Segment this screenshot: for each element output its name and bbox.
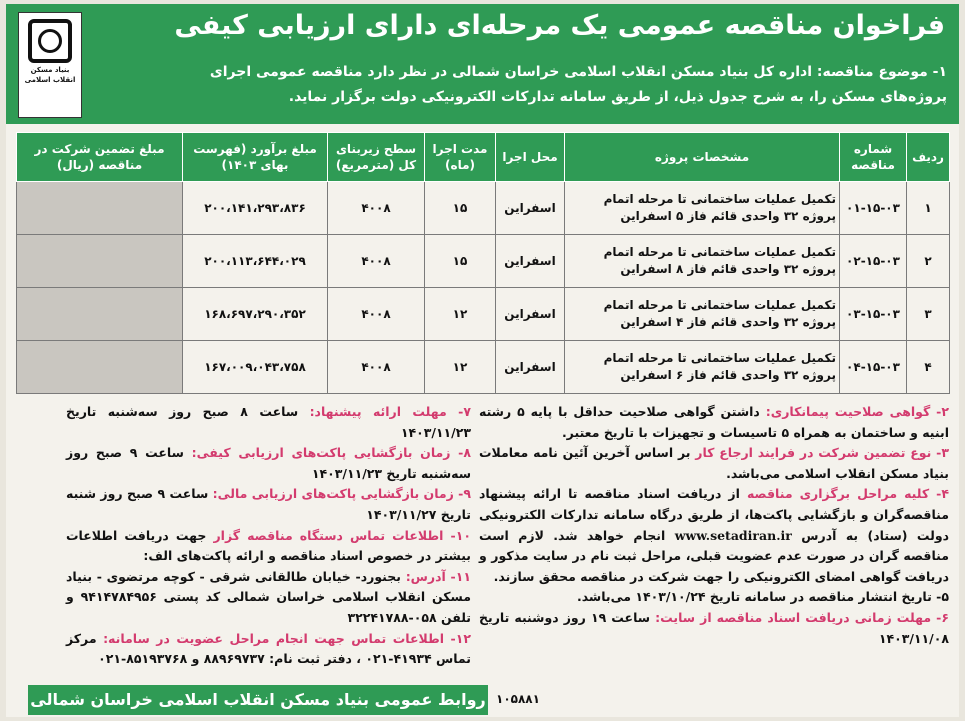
cell-duration: ۱۵ bbox=[425, 235, 496, 288]
cell-location: اسفراین bbox=[496, 288, 565, 341]
section-12 bbox=[66, 629, 471, 670]
section-3-label: ۳- نوع تضمین شرکت در فرایند ارجاع کار bbox=[695, 445, 949, 461]
cell-tender-number: ۰۱-۱۵-۰۳ bbox=[840, 182, 907, 235]
table-row bbox=[17, 341, 950, 394]
cell-guarantee bbox=[17, 235, 183, 288]
public-relations-footer: روابط عمومی بنیاد مسکن انقلاب اسلامی خراسان شمالی bbox=[28, 685, 488, 715]
cell-tender-number: ۰۲-۱۵-۰۳ bbox=[840, 235, 907, 288]
cell-area: ۴۰۰۸ bbox=[328, 288, 425, 341]
section-2-label: ۲- گواهی صلاحیت پیمانکاری: bbox=[765, 404, 949, 419]
col-row-number: ردیف bbox=[907, 133, 950, 182]
col-location: محل اجرا bbox=[496, 133, 565, 182]
table-row bbox=[17, 235, 950, 288]
cell-location: اسفراین bbox=[496, 341, 565, 394]
col-guarantee: مبلغ تضمین شرکت در مناقصه (ریال) bbox=[17, 133, 183, 182]
cell-guarantee bbox=[17, 341, 183, 394]
section-9 bbox=[66, 484, 471, 525]
cell-location: اسفراین bbox=[496, 182, 565, 235]
right-text-column bbox=[479, 402, 949, 649]
cell-project-specs: تکمیل عملیات ساختمانی تا مرحله اتمام پروژه ۳۲ واحدی قائم فاز ۴ اسفراین bbox=[565, 288, 840, 341]
cell-estimate: ۲۰۰،۱۴۱،۲۹۳،۸۳۶ bbox=[183, 182, 328, 235]
cell-duration: ۱۵ bbox=[425, 182, 496, 235]
table-row bbox=[17, 182, 950, 235]
intro-paragraph: ۱- موضوع مناقصه: اداره کل بنیاد مسکن انقلاب اسلامی خراسان شمالی در نظر دارد مناقصه عمومی اجرای پروژه‌های مسکن را، به شرح جدول ذیل، از طریق سامانه تدارکات الکترونیکی دولت برگزار نماید. bbox=[209, 64, 947, 105]
col-project-specs: مشخصات پروژه bbox=[565, 133, 840, 182]
cell-area: ۴۰۰۸ bbox=[328, 341, 425, 394]
section-6-text: ساعت ۱۹ روز دوشنبه تاریخ ۱۴۰۳/۱۱/۰۸ bbox=[479, 609, 949, 646]
section-9-label: ۹- زمان بازگشایی پاکت‌های ارزیابی مالی: bbox=[212, 486, 472, 502]
cell-project-specs: تکمیل عملیات ساختمانی تا مرحله اتمام پروژه ۳۲ واحدی قائم فاز ۶ اسفراین bbox=[565, 341, 840, 394]
ad-number: ۱۰۵۸۸۱ bbox=[496, 692, 540, 706]
section-4-text-a: از دریافت اسناد مناقصه تا ارائه پیشنهاد مناقصه‌گران و بازگشایی پاکت‌ها، از طریق درگاه سامانه تدارکات الکترونیکی دولت (ستاد) به آدرس bbox=[479, 486, 949, 543]
col-estimate: مبلغ برآورد (فهرست بهای ۱۴۰۳) bbox=[183, 133, 328, 182]
cell-project-specs: تکمیل عملیات ساختمانی تا مرحله اتمام پروژه ۳۲ واحدی قائم فاز ۸ اسفراین bbox=[565, 235, 840, 288]
cell-project-specs: تکمیل عملیات ساختمانی تا مرحله اتمام پروژه ۳۲ واحدی قائم فاز ۵ اسفراین bbox=[565, 182, 840, 235]
cell-estimate: ۲۰۰،۱۱۳،۶۴۴،۰۲۹ bbox=[183, 235, 328, 288]
section-10-text-b: پاکت‌های الف: bbox=[143, 548, 232, 564]
cell-tender-number: ۰۴-۱۵-۰۳ bbox=[840, 341, 907, 394]
cell-area: ۴۰۰۸ bbox=[328, 182, 425, 235]
section-11-text: بجنورد- خیابان طالقانی شرقی - کوچه مرتضوی - بنیاد مسکن انقلاب اسلامی خراسان شمالی کد پستی ۹۴۱۴۷۸۴۹۵۶ و تلفن ۰۵۸-۳۲۲۴۱۷۸۸ bbox=[66, 568, 471, 625]
section-3 bbox=[479, 443, 949, 484]
header-banner bbox=[6, 4, 959, 124]
section-4 bbox=[479, 484, 949, 587]
logo-text: بنیاد مسکن انقلاب اسلامی bbox=[24, 66, 76, 84]
cell-duration: ۱۲ bbox=[425, 341, 496, 394]
housing-foundation-emblem-icon bbox=[28, 19, 72, 63]
cell-area: ۴۰۰۸ bbox=[328, 235, 425, 288]
cell-guarantee bbox=[17, 288, 183, 341]
section-7 bbox=[66, 402, 471, 443]
section-6 bbox=[479, 608, 949, 649]
section-8-text: ساعت ۹ صبح روز سه‌شنبه تاریخ ۱۴۰۳/۱۱/۲۳ bbox=[66, 445, 471, 481]
section-3-text: بر اساس آخرین آئین نامه معاملات بنیاد مسکن انقلاب اسلامی می‌باشد. bbox=[479, 445, 949, 481]
col-area: سطح زیربنای کل (مترمربع) bbox=[328, 133, 425, 182]
section-2-text: داشتن گواهی صلاحیت حداقل با پایه ۵ رشته ابنیه و ساختمان به همراه ۵ تاسیسات و تجهیزات با تاریخ معتبر. bbox=[479, 404, 949, 440]
section-5: ۵- تاریخ انتشار مناقصه در سامانه تاریخ ۱۴۰۳/۱۰/۲۴ می‌باشد. bbox=[576, 589, 949, 605]
section-2 bbox=[479, 402, 949, 443]
projects-table bbox=[16, 132, 950, 394]
section-7-text: ساعت ۸ صبح روز سه‌شنبه تاریخ ۱۴۰۳/۱۱/۲۳ bbox=[66, 404, 471, 440]
cell-estimate: ۱۶۸،۶۹۷،۲۹۰،۳۵۲ bbox=[183, 288, 328, 341]
cell-row-number: ۱ bbox=[907, 182, 950, 235]
cell-duration: ۱۲ bbox=[425, 288, 496, 341]
setadiran-link[interactable]: www.setadiran.ir bbox=[674, 527, 792, 543]
page-title: فراخوان مناقصه عمومی یک مرحله‌ای دارای ارزیابی کیفی bbox=[174, 10, 945, 41]
table-header-row bbox=[17, 133, 950, 182]
col-tender-number: شماره مناقصه bbox=[840, 133, 907, 182]
section-4-text-b: انجام خواهد شد. لازم است مناقصه گران در صورت عدم عضویت قبلی، مراحل ثبت نام در سایت مذکور و دریافت گواهی امضای الکترونیکی را جهت شرکت در مناقصه محقق سازند. bbox=[479, 527, 949, 584]
section-12-text: مرکز تماس ۴۱۹۳۴-۰۲۱ ، دفتر ثبت نام: ۸۸۹۶۹۷۳۷ و ۸۵۱۹۳۷۶۸-۰۲۱ bbox=[66, 630, 471, 667]
col-duration: مدت اجرا (ماه) bbox=[425, 133, 496, 182]
organization-logo bbox=[18, 12, 82, 118]
cell-row-number: ۴ bbox=[907, 341, 950, 394]
section-8-label: ۸- زمان بازگشایی پاکت‌های ارزیابی کیفی: bbox=[191, 445, 472, 461]
cell-tender-number: ۰۳-۱۵-۰۳ bbox=[840, 288, 907, 341]
section-12-label: ۱۲- اطلاعات تماس جهت انجام مراحل عضویت در سامانه: bbox=[103, 630, 471, 646]
section-7-label: ۷- مهلت ارائه پیشنهاد: bbox=[309, 404, 472, 419]
section-10 bbox=[66, 526, 471, 567]
section-9-text: ساعت ۹ صبح روز شنبه تاریخ ۱۴۰۳/۱۱/۲۷ bbox=[66, 486, 471, 522]
section-8 bbox=[66, 443, 471, 484]
section-6-label: ۶- مهلت زمانی دریافت اسناد مناقصه از سایت: bbox=[655, 609, 950, 625]
section-10-label: ۱۰- اطلاعات تماس دستگاه مناقصه گزار bbox=[213, 527, 471, 543]
section-4-label: ۴- کلیه مراحل برگزاری مناقصه bbox=[746, 486, 950, 502]
cell-guarantee bbox=[17, 182, 183, 235]
cell-row-number: ۳ bbox=[907, 288, 950, 341]
cell-row-number: ۲ bbox=[907, 235, 950, 288]
section-10-text-a: جهت دریافت اطلاعات بیشتر در خصوص اسناد مناقصه و ارائه bbox=[66, 527, 471, 564]
section-11-label: ۱۱- آدرس: bbox=[405, 568, 471, 584]
cell-location: اسفراین bbox=[496, 235, 565, 288]
left-text-column bbox=[66, 402, 471, 670]
tender-notice bbox=[6, 4, 959, 717]
cell-estimate: ۱۶۷،۰۰۹،۰۴۳،۷۵۸ bbox=[183, 341, 328, 394]
section-11 bbox=[66, 567, 471, 629]
table-row bbox=[17, 288, 950, 341]
